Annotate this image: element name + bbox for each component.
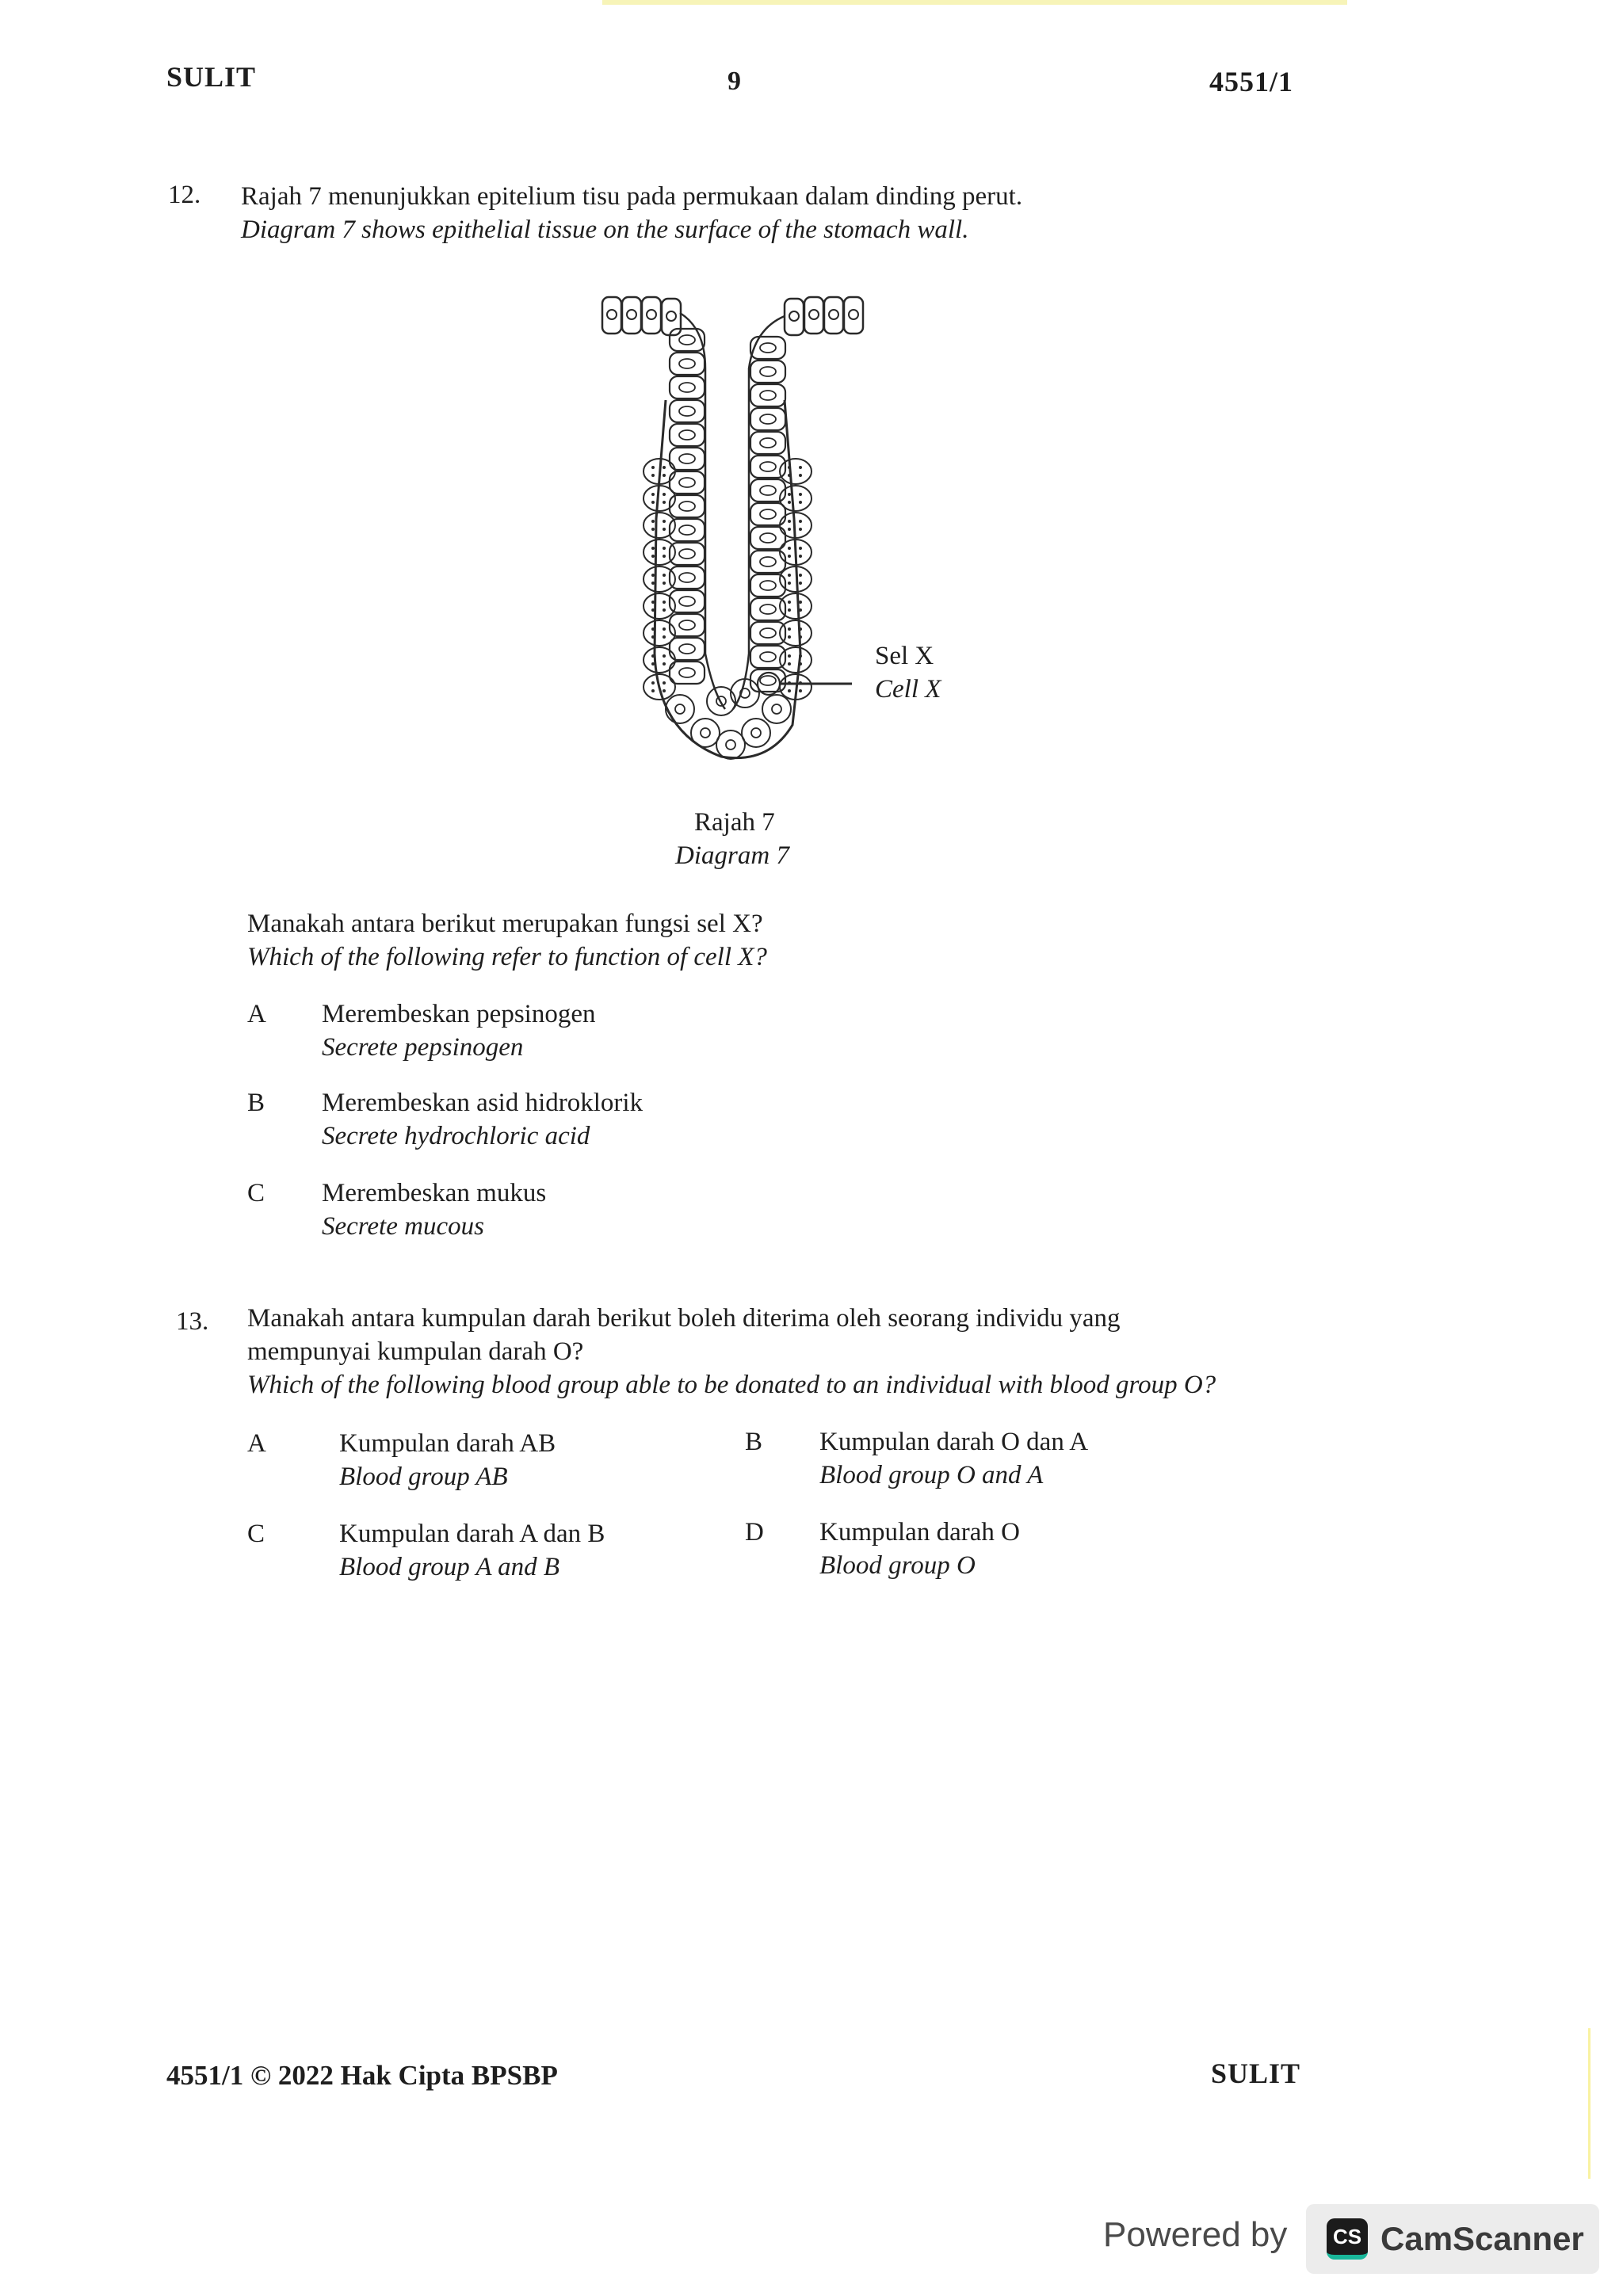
granule xyxy=(651,547,655,550)
q12-stem-malay: Rajah 7 menunjukkan epitelium tisu pada permukaan dalam dinding perut. xyxy=(241,182,1023,211)
cell-nucleus xyxy=(679,335,695,345)
granule xyxy=(663,547,666,550)
surface-cell xyxy=(785,299,804,335)
q12-question-english: Which of the following refer to function of cell X? xyxy=(247,943,767,971)
granule xyxy=(651,654,655,658)
granule xyxy=(651,608,655,612)
granule xyxy=(788,654,791,658)
granule xyxy=(651,555,655,558)
cell-nucleus xyxy=(607,310,617,319)
surface-cell xyxy=(602,297,621,334)
granule xyxy=(651,662,655,666)
granule xyxy=(663,555,666,558)
granule xyxy=(663,493,666,496)
cell-nucleus xyxy=(679,502,695,511)
granule xyxy=(788,474,791,477)
granule xyxy=(663,654,666,658)
option-text-malay: Merembeskan mukus xyxy=(322,1179,547,1207)
cell-nucleus xyxy=(789,311,799,321)
granule xyxy=(651,635,655,639)
cell-nucleus xyxy=(679,454,695,463)
column-cell-left xyxy=(670,400,705,422)
granule xyxy=(788,608,791,612)
option-text-english: Blood group O xyxy=(819,1551,976,1580)
cell-nucleus xyxy=(760,367,776,376)
cell-nucleus xyxy=(809,310,819,319)
cell-nucleus xyxy=(679,525,695,535)
granule xyxy=(788,582,791,585)
base-cell xyxy=(742,719,770,747)
granule xyxy=(788,501,791,504)
granule xyxy=(663,520,666,523)
granule xyxy=(651,501,655,504)
base-cell xyxy=(762,695,791,723)
granule xyxy=(663,528,666,531)
footer-classification: SULIT xyxy=(1211,2058,1301,2089)
granule xyxy=(651,601,655,604)
cell-x-label-english: Cell X xyxy=(875,675,941,704)
diagram-caption-english: Diagram 7 xyxy=(675,841,789,870)
cell-x-label-malay: Sel X xyxy=(875,642,934,670)
neck-curve-left xyxy=(680,313,705,400)
q13-stem-english: Which of the following blood group able to be donated to an individual with blood group O? xyxy=(247,1371,1216,1399)
cell-nucleus xyxy=(666,311,676,321)
granule xyxy=(788,627,791,631)
cell-nucleus xyxy=(726,740,735,749)
option-text-malay: Merembeskan pepsinogen xyxy=(322,1000,596,1028)
header-paper-code: 4551/1 xyxy=(1209,66,1294,97)
column-cell-right xyxy=(750,337,785,359)
cell-nucleus xyxy=(679,573,695,582)
granule xyxy=(788,520,791,523)
option-letter: C xyxy=(247,1520,265,1548)
cell-nucleus xyxy=(760,581,776,590)
cell-nucleus xyxy=(760,605,776,614)
outer-cell-left xyxy=(643,647,675,673)
granule xyxy=(663,601,666,604)
granule xyxy=(651,574,655,577)
option-letter: B xyxy=(247,1089,265,1117)
cell-nucleus xyxy=(679,478,695,487)
granule xyxy=(663,627,666,631)
option-text-malay: Merembeskan asid hidroklorik xyxy=(322,1089,643,1117)
granule xyxy=(788,555,791,558)
granule xyxy=(799,635,802,639)
granule xyxy=(663,689,666,692)
cell-nucleus xyxy=(679,359,695,368)
page-number: 9 xyxy=(727,67,742,96)
granule xyxy=(663,466,666,469)
cell-nucleus xyxy=(679,668,695,677)
q12-question-malay: Manakah antara berikut merupakan fungsi sel X? xyxy=(247,910,763,938)
cell-nucleus xyxy=(679,644,695,654)
column-cell-left xyxy=(670,424,705,446)
column-cell-right xyxy=(750,360,785,383)
option-text-english: Secrete mucous xyxy=(322,1212,484,1241)
granule xyxy=(799,574,802,577)
cell-nucleus xyxy=(751,728,761,738)
granule xyxy=(663,635,666,639)
powered-by-text: Powered by xyxy=(1103,2215,1288,2254)
cell-nucleus xyxy=(679,597,695,606)
surface-cell xyxy=(662,299,681,335)
option-letter: B xyxy=(745,1428,763,1456)
granule xyxy=(651,493,655,496)
column-cell-right xyxy=(750,408,785,430)
surface-cell xyxy=(804,297,823,334)
granule xyxy=(799,654,802,658)
option-letter: D xyxy=(745,1518,764,1547)
cell-nucleus xyxy=(760,414,776,424)
granule xyxy=(799,627,802,631)
cell-nucleus xyxy=(760,628,776,638)
granule xyxy=(663,574,666,577)
granule xyxy=(799,662,802,666)
granule xyxy=(663,608,666,612)
granule xyxy=(651,689,655,692)
granule xyxy=(799,608,802,612)
cell-nucleus xyxy=(760,462,776,471)
option-letter: A xyxy=(247,1429,266,1458)
cell-nucleus xyxy=(760,652,776,662)
granule xyxy=(799,582,802,585)
granule xyxy=(651,474,655,477)
granule xyxy=(651,466,655,469)
granule xyxy=(651,520,655,523)
surface-cell xyxy=(622,297,641,334)
cell-nucleus xyxy=(679,383,695,392)
surface-cell xyxy=(824,297,843,334)
camscanner-badge xyxy=(1306,2204,1599,2274)
column-cell-right xyxy=(750,432,785,454)
option-text-english: Secrete pepsinogen xyxy=(322,1033,524,1062)
granule xyxy=(663,662,666,666)
base-cell xyxy=(716,730,745,759)
cell-nucleus xyxy=(679,430,695,440)
surface-cell xyxy=(844,297,863,334)
cell-nucleus xyxy=(679,406,695,416)
scan-tint-top xyxy=(602,0,1347,5)
granule xyxy=(651,528,655,531)
pit-lumen xyxy=(705,400,749,709)
cell-nucleus xyxy=(760,391,776,400)
camscanner-logo-icon: CS xyxy=(1327,2218,1368,2260)
base-cell xyxy=(691,719,720,747)
cell-nucleus xyxy=(701,728,710,738)
option-text-malay: Kumpulan darah AB xyxy=(339,1429,556,1458)
q12-stem-english: Diagram 7 shows epithelial tissue on the surface of the stomach wall. xyxy=(241,215,969,244)
cell-nucleus xyxy=(679,620,695,630)
cell-nucleus xyxy=(760,676,776,685)
granule xyxy=(799,466,802,469)
granule xyxy=(651,582,655,585)
granule xyxy=(663,474,666,477)
granule xyxy=(788,547,791,550)
cell-nucleus xyxy=(679,549,695,559)
header-classification: SULIT xyxy=(166,61,257,93)
granule xyxy=(799,493,802,496)
granule xyxy=(788,689,791,692)
cell-nucleus xyxy=(675,704,685,714)
granule xyxy=(799,474,802,477)
granule xyxy=(788,635,791,639)
granule xyxy=(799,555,802,558)
option-text-english: Blood group AB xyxy=(339,1463,508,1491)
granule xyxy=(788,466,791,469)
granule xyxy=(663,582,666,585)
cell-nucleus xyxy=(760,533,776,543)
option-text-malay: Kumpulan darah O dan A xyxy=(819,1428,1089,1456)
base-cell xyxy=(666,695,694,723)
column-cell-left xyxy=(670,376,705,399)
granule xyxy=(799,689,802,692)
column-cell-left xyxy=(670,329,705,351)
diagram-caption-malay: Rajah 7 xyxy=(694,808,775,837)
granule xyxy=(799,547,802,550)
granule xyxy=(788,601,791,604)
option-letter: C xyxy=(247,1179,265,1207)
cell-nucleus xyxy=(772,704,781,714)
granule xyxy=(799,501,802,504)
option-text-malay: Kumpulan darah A dan B xyxy=(339,1520,605,1548)
q13-stem-malay-line2: mempunyai kumpulan darah O? xyxy=(247,1337,584,1366)
q13-stem-malay-line1: Manakah antara kumpulan darah berikut boleh diterima oleh seorang individu yang xyxy=(247,1304,1121,1333)
scan-tint-right xyxy=(1588,2028,1591,2179)
option-text-english: Blood group A and B xyxy=(339,1553,560,1581)
granule xyxy=(788,574,791,577)
cell-nucleus xyxy=(829,310,838,319)
option-text-malay: Kumpulan darah O xyxy=(819,1518,1020,1547)
cell-nucleus xyxy=(760,509,776,519)
granule xyxy=(788,662,791,666)
cell-nucleus xyxy=(849,310,858,319)
option-text-english: Secrete hydrochloric acid xyxy=(322,1122,590,1150)
q13-number: 13. xyxy=(176,1307,209,1336)
footer-copyright: 4551/1 © 2022 Hak Cipta BPSBP xyxy=(166,2060,558,2091)
q12-number: 12. xyxy=(168,181,201,209)
cell-nucleus xyxy=(627,310,636,319)
surface-cell xyxy=(642,297,661,334)
granule xyxy=(799,520,802,523)
cell-nucleus xyxy=(760,486,776,495)
option-letter: A xyxy=(247,1000,266,1028)
cell-nucleus xyxy=(760,557,776,566)
cell-nucleus xyxy=(760,438,776,448)
granule xyxy=(663,501,666,504)
option-text-english: Blood group O and A xyxy=(819,1461,1044,1489)
granule xyxy=(663,681,666,685)
granule xyxy=(651,681,655,685)
camscanner-brand: CamScanner xyxy=(1381,2220,1584,2257)
granule xyxy=(651,627,655,631)
column-cell-left xyxy=(670,353,705,375)
granule xyxy=(788,493,791,496)
granule xyxy=(799,601,802,604)
cell-nucleus xyxy=(760,343,776,353)
granule xyxy=(799,528,802,531)
cell-nucleus xyxy=(647,310,656,319)
granule xyxy=(788,528,791,531)
column-cell-right xyxy=(750,384,785,406)
